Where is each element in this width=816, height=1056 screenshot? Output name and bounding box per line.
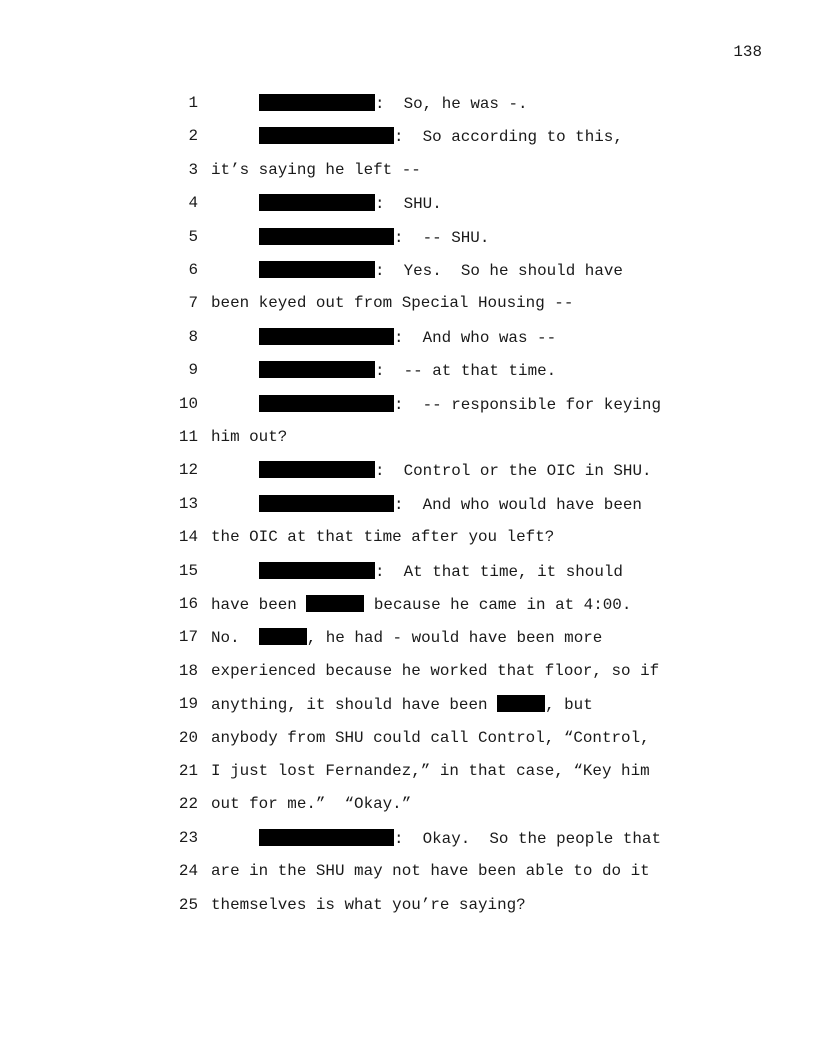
speech-text: been keyed out from Special Housing -- bbox=[211, 294, 574, 313]
transcript-line bbox=[0, 161, 816, 181]
speaker-redaction bbox=[259, 228, 394, 245]
transcript-line bbox=[0, 795, 816, 815]
speech-text: : -- SHU. bbox=[394, 228, 490, 247]
transcript-line bbox=[0, 261, 816, 281]
line-text bbox=[259, 829, 661, 848]
page-number: 138 bbox=[733, 43, 762, 61]
speaker-redaction bbox=[259, 829, 394, 846]
speech-text: : Control or the OIC in SHU. bbox=[375, 462, 652, 481]
line-number: 12 bbox=[178, 461, 198, 480]
speech-text: : So, he was -. bbox=[375, 95, 528, 113]
line-text bbox=[211, 161, 421, 179]
speech-text: experienced because he worked that floor, so if bbox=[211, 661, 660, 680]
speaker-redaction bbox=[259, 562, 375, 579]
line-text bbox=[259, 127, 623, 146]
line-number: 25 bbox=[178, 895, 198, 914]
line-number: 21 bbox=[178, 762, 198, 780]
speech-text: out for me.” “Okay.” bbox=[211, 795, 412, 814]
line-text bbox=[259, 94, 528, 113]
transcript-line bbox=[0, 762, 816, 782]
transcript-line bbox=[0, 662, 816, 682]
speech-text: : At that time, it should bbox=[375, 562, 623, 581]
line-number: 22 bbox=[178, 795, 198, 814]
transcript-line bbox=[0, 395, 816, 415]
name-redaction bbox=[306, 595, 364, 612]
line-number: 15 bbox=[178, 561, 198, 580]
line-text bbox=[211, 762, 650, 780]
speech-text: have been bbox=[211, 596, 307, 614]
transcript-line bbox=[0, 294, 816, 314]
line-number: 7 bbox=[188, 294, 198, 313]
speech-text: him out? bbox=[211, 428, 288, 446]
transcript-line bbox=[0, 528, 816, 548]
transcript-line bbox=[0, 194, 816, 214]
line-number: 11 bbox=[178, 428, 198, 446]
line-text bbox=[259, 361, 556, 380]
line-number: 19 bbox=[178, 695, 198, 714]
line-number: 13 bbox=[178, 494, 198, 513]
transcript-line bbox=[0, 729, 816, 749]
speaker-redaction bbox=[259, 328, 394, 345]
transcript-line bbox=[0, 428, 816, 448]
speech-text: : -- responsible for keying bbox=[394, 395, 662, 414]
line-number: 16 bbox=[178, 595, 198, 613]
speaker-redaction bbox=[259, 395, 394, 412]
speech-text: : And who was -- bbox=[394, 328, 557, 347]
speech-text: it’s saying he left -- bbox=[211, 160, 421, 179]
speech-text-continued: , but bbox=[545, 696, 593, 715]
line-text bbox=[259, 562, 623, 581]
line-number: 9 bbox=[188, 361, 198, 380]
line-text bbox=[211, 428, 287, 446]
line-text bbox=[211, 695, 593, 714]
name-redaction bbox=[497, 695, 545, 712]
transcript-line bbox=[0, 695, 816, 715]
line-number: 23 bbox=[178, 828, 198, 847]
speaker-redaction bbox=[259, 194, 375, 211]
line-number: 4 bbox=[188, 194, 198, 213]
line-text bbox=[211, 595, 631, 614]
line-number: 24 bbox=[178, 862, 198, 881]
speech-text: : And who would have been bbox=[394, 495, 642, 514]
line-number: 5 bbox=[188, 227, 198, 246]
speech-text: : So according to this, bbox=[394, 128, 623, 147]
name-redaction bbox=[259, 628, 307, 645]
speech-text: No. bbox=[211, 629, 259, 648]
transcript-line bbox=[0, 829, 816, 849]
speaker-redaction bbox=[259, 361, 375, 378]
line-number: 6 bbox=[188, 261, 198, 279]
speech-text-continued: , he had - would have been more bbox=[306, 629, 603, 648]
line-text bbox=[259, 328, 556, 347]
line-number: 14 bbox=[178, 528, 198, 547]
line-number: 17 bbox=[178, 628, 198, 647]
line-number: 8 bbox=[188, 327, 198, 346]
transcript-line bbox=[0, 94, 816, 114]
transcript-line bbox=[0, 495, 816, 515]
transcript-line bbox=[0, 862, 816, 882]
speaker-redaction bbox=[259, 94, 375, 111]
transcript-line bbox=[0, 127, 816, 147]
transcript-line bbox=[0, 328, 816, 348]
line-text bbox=[211, 896, 526, 914]
speech-text: the OIC at that time after you left? bbox=[211, 528, 555, 547]
transcript-line bbox=[0, 361, 816, 381]
line-text bbox=[259, 461, 652, 480]
line-number: 2 bbox=[188, 127, 198, 146]
line-number: 20 bbox=[178, 728, 198, 747]
line-text bbox=[211, 628, 602, 647]
speech-text: : SHU. bbox=[375, 195, 442, 214]
speech-text: : Okay. So the people that bbox=[394, 829, 662, 848]
line-number: 1 bbox=[188, 94, 198, 112]
speech-text-continued: because he came in at 4:00. bbox=[364, 596, 632, 614]
speech-text: : -- at that time. bbox=[375, 362, 557, 381]
speech-text: anybody from SHU could call Control, “Control, bbox=[211, 728, 650, 747]
line-text bbox=[211, 294, 573, 312]
line-number: 3 bbox=[188, 160, 198, 179]
line-text bbox=[211, 862, 650, 880]
transcript-line bbox=[0, 628, 816, 648]
speech-text: anything, it should have been bbox=[211, 696, 498, 715]
line-text bbox=[259, 228, 489, 247]
line-text bbox=[211, 662, 659, 680]
speaker-redaction bbox=[259, 261, 375, 278]
line-text bbox=[211, 528, 554, 546]
speech-text: : Yes. So he should have bbox=[375, 262, 623, 280]
speaker-redaction bbox=[259, 495, 394, 512]
speech-text: are in the SHU may not have been able to do it bbox=[211, 862, 650, 881]
line-text bbox=[259, 395, 661, 414]
line-text bbox=[259, 194, 442, 213]
transcript-line bbox=[0, 562, 816, 582]
speaker-redaction bbox=[259, 127, 394, 144]
line-text bbox=[211, 729, 650, 747]
speech-text: themselves is what you’re saying? bbox=[211, 895, 526, 914]
line-number: 18 bbox=[178, 661, 198, 680]
transcript-line bbox=[0, 461, 816, 481]
line-number: 10 bbox=[178, 394, 198, 413]
transcript-line bbox=[0, 896, 816, 916]
transcript-line bbox=[0, 228, 816, 248]
line-text bbox=[211, 795, 411, 813]
line-text bbox=[259, 261, 623, 280]
transcript-line bbox=[0, 595, 816, 615]
line-text bbox=[259, 495, 642, 514]
speaker-redaction bbox=[259, 461, 375, 478]
speech-text: I just lost Fernandez,” in that case, “Key him bbox=[211, 762, 650, 780]
